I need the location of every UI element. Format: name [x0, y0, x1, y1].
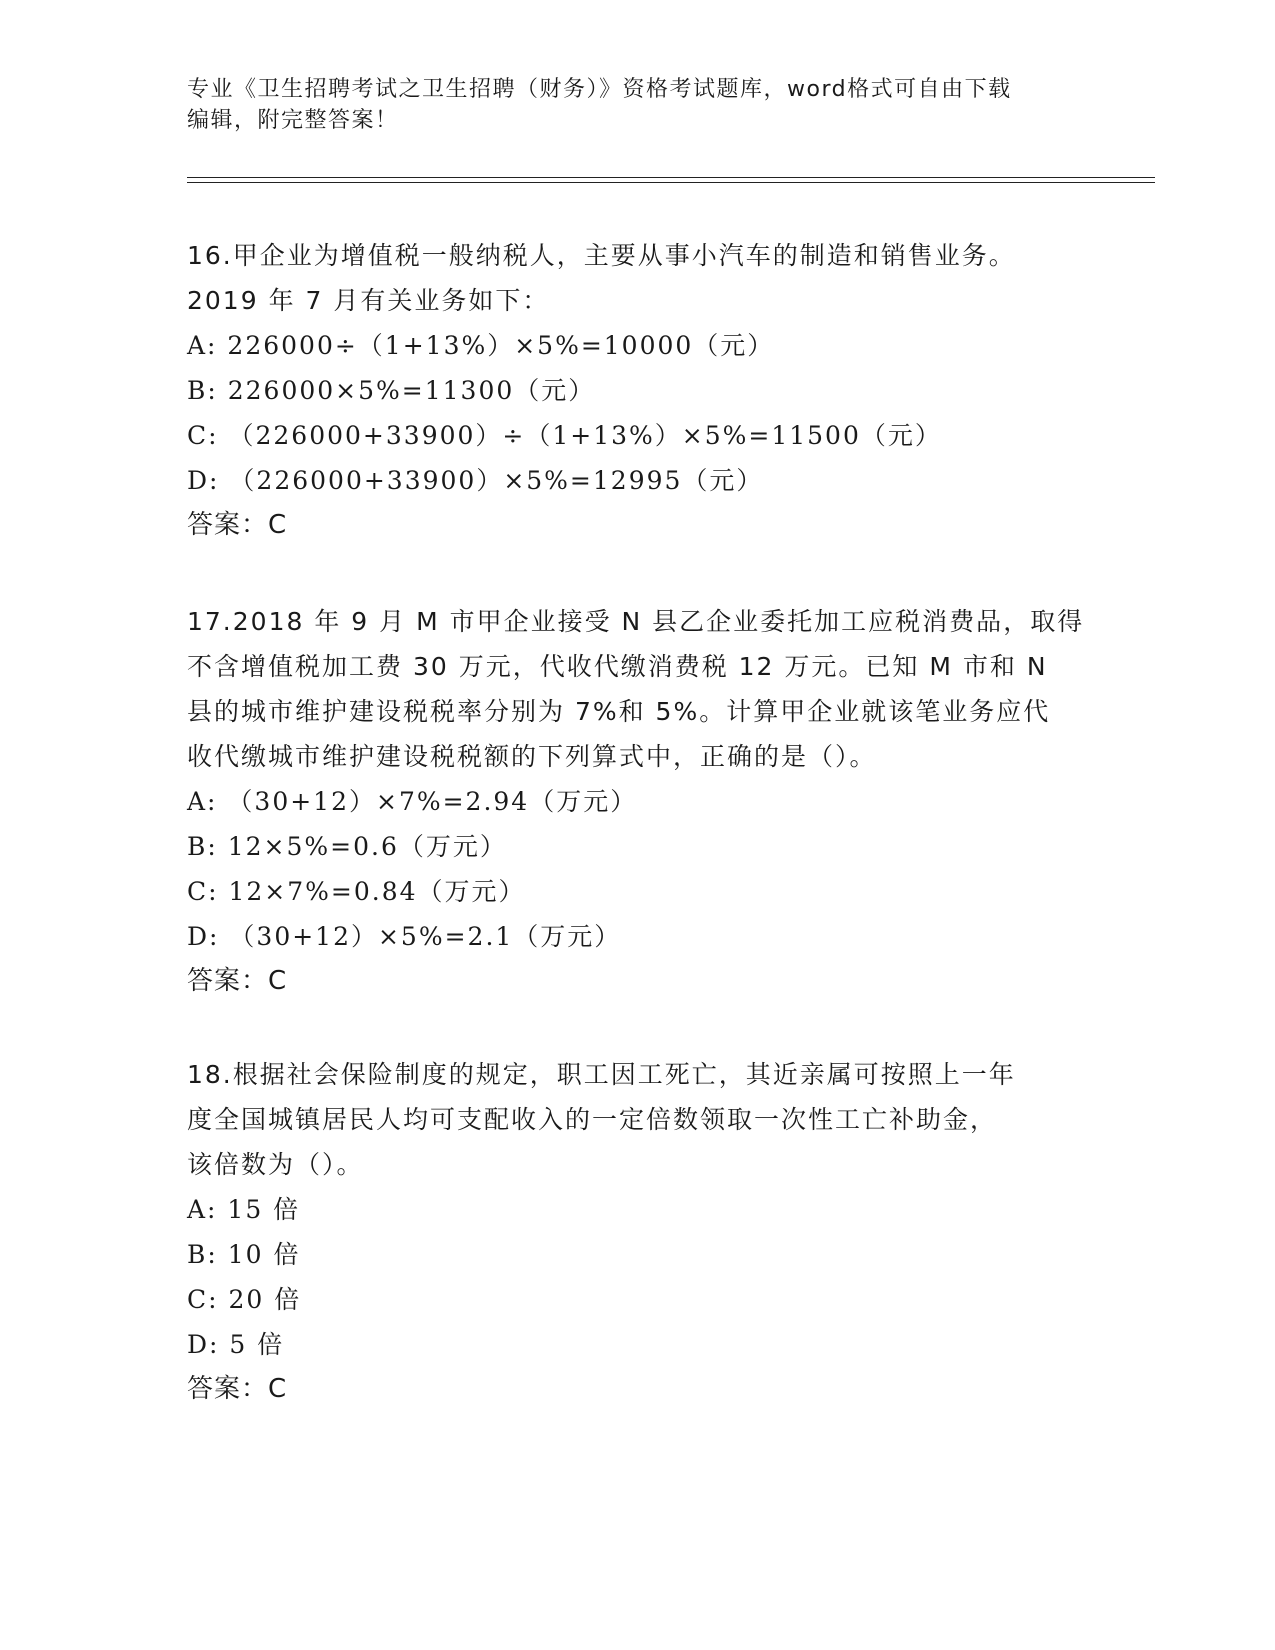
question-stem-line: 不含增值税加工费 30 万元，代收代缴消费税 12 万元。已知 M 市和 N: [187, 652, 1048, 681]
option-b: B: 226000×5%=11300（元）: [187, 376, 596, 405]
header-divider-top: [187, 177, 1155, 178]
question-stem-line: 该倍数为（）。: [187, 1150, 364, 1179]
answer-line: 答案：C: [187, 966, 288, 996]
option-d: D: （226000+33900）×5%=12995（元）: [187, 466, 764, 495]
question-stem-line: 18.根据社会保险制度的规定，职工因工死亡，其近亲属可按照上一年: [187, 1060, 1016, 1089]
question-stem-line: 16.甲企业为增值税一般纳税人，主要从事小汽车的制造和销售业务。: [187, 241, 1016, 270]
answer-line: 答案：C: [187, 510, 288, 540]
header-line-1: 专业《卫生招聘考试之卫生招聘（财务）》资格考试题库，word格式可自由下载: [187, 77, 1012, 102]
option-b: B: 12×5%=0.6（万元）: [187, 832, 507, 861]
question-stem-line: 县的城市维护建设税税率分别为 7%和 5%。计算甲企业就该笔业务应代: [187, 697, 1051, 726]
option-a: A: 226000÷（1+13%）×5%=10000（元）: [187, 331, 775, 360]
question-stem-line: 17.2018 年 9 月 M 市甲企业接受 N 县乙企业委托加工应税消费品，取得: [187, 607, 1085, 636]
document-header: [187, 74, 1087, 136]
option-c: C: 12×7%=0.84（万元）: [187, 877, 526, 906]
question-stem-line: 收代缴城市维护建设税税额的下列算式中，正确的是（）。: [187, 742, 877, 771]
question-17: [187, 599, 1087, 1004]
question-stem-line: 度全国城镇居民人均可支配收入的一定倍数领取一次性工亡补助金，: [187, 1105, 998, 1134]
option-c: C: （226000+33900）÷（1+13%）×5%=11500（元）: [187, 421, 942, 450]
header-divider-bottom: [187, 182, 1155, 183]
option-b: B: 10 倍: [187, 1240, 301, 1269]
option-d: D: （30+12）×5%=2.1（万元）: [187, 922, 622, 951]
option-c: C: 20 倍: [187, 1285, 302, 1314]
option-a: A: （30+12）×7%=2.94（万元）: [187, 787, 638, 816]
option-d: D: 5 倍: [187, 1330, 285, 1359]
answer-line: 答案：C: [187, 1374, 288, 1404]
question-16: [187, 233, 1087, 548]
question-stem-line: 2019 年 7 月有关业务如下：: [187, 286, 550, 315]
header-line-2: 编辑，附完整答案！: [187, 108, 399, 133]
question-18: [187, 1052, 1087, 1412]
option-a: A: 15 倍: [187, 1195, 301, 1224]
